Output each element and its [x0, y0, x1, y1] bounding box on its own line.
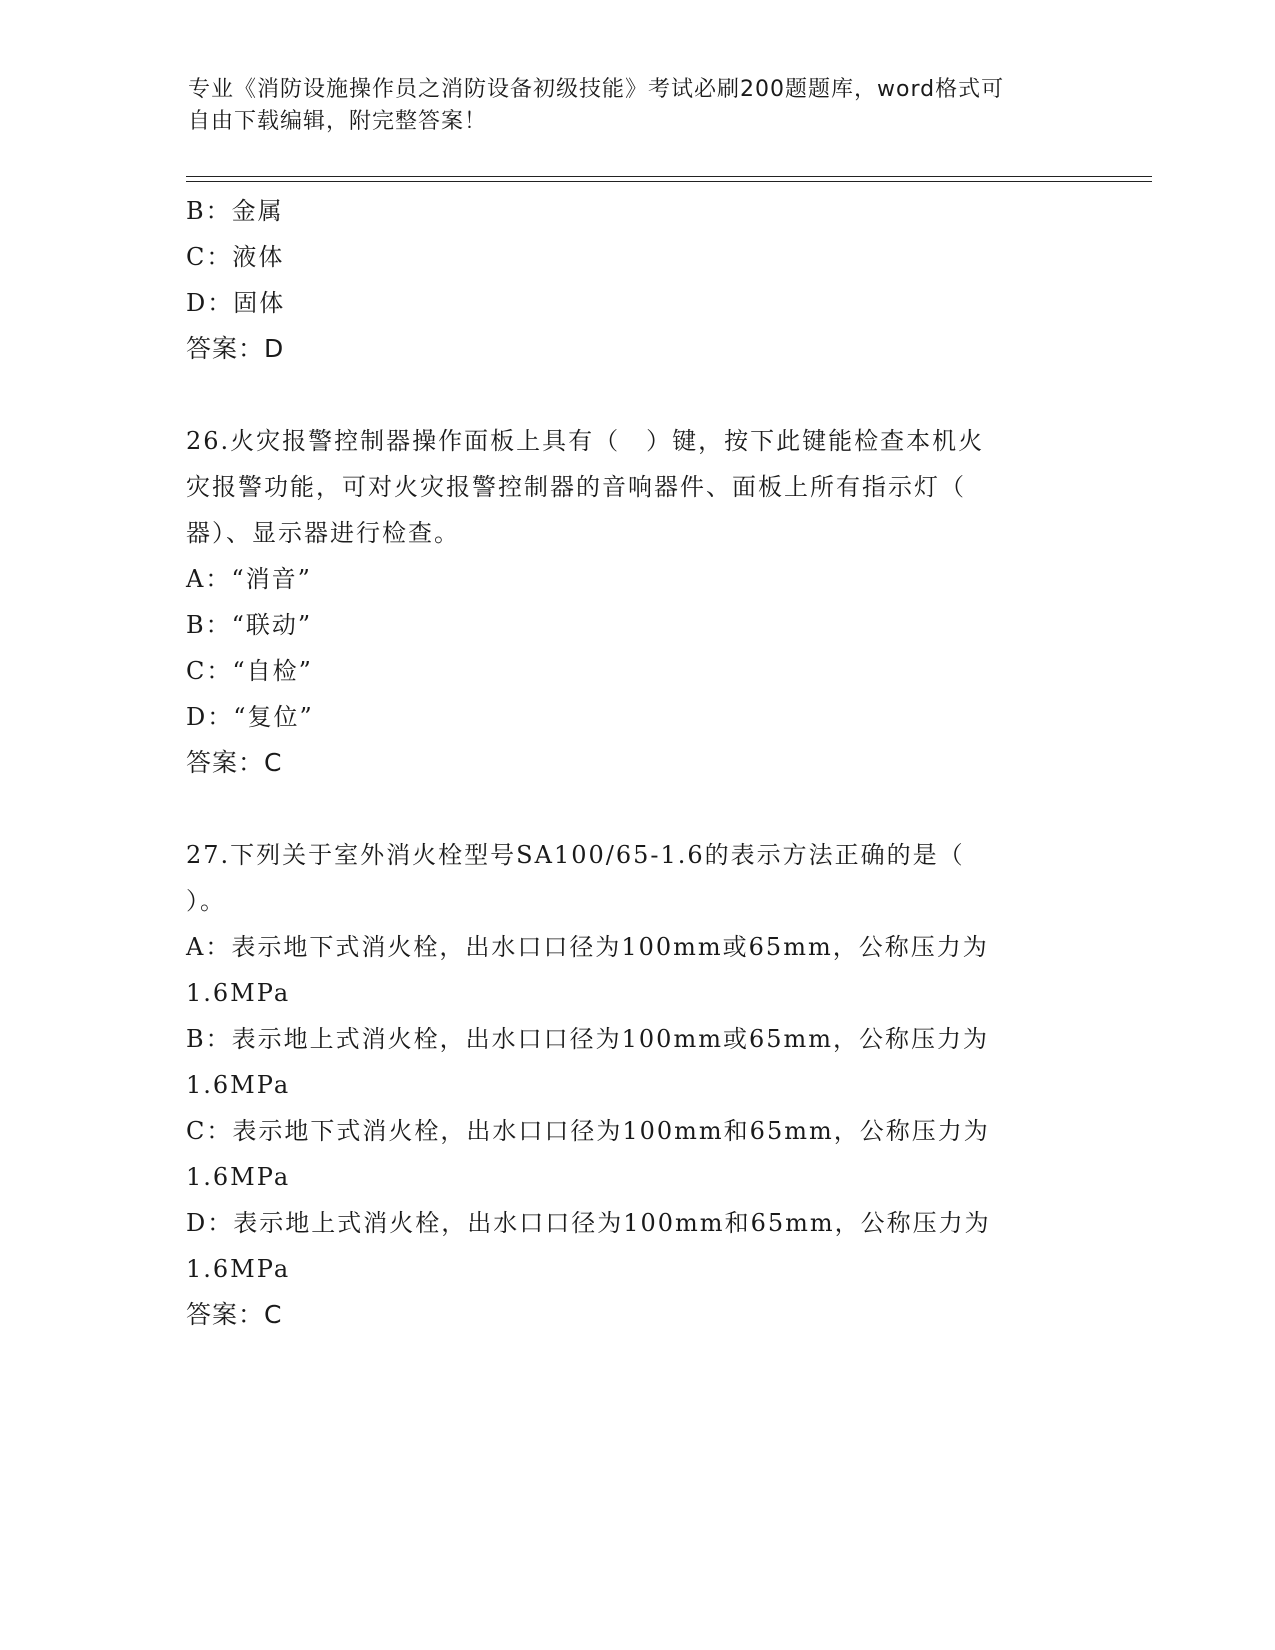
q27-stem-line2: ）。: [186, 887, 226, 915]
q26-stem-line2: 灾报警功能，可对火灾报警控制器的音响器件、面板上所有指示灯（: [186, 473, 966, 501]
q26-option-b: B：“联动”: [186, 611, 313, 639]
question-25-tail: [186, 188, 1086, 372]
q27-option-d-line2: 1.6MPa: [186, 1255, 291, 1283]
question-content: [186, 188, 1086, 1338]
q26-option-d: D：“复位”: [186, 703, 314, 731]
q26-option-c: C：“自检”: [186, 657, 313, 685]
document-header: [188, 74, 1068, 138]
q25-option-b: B：金属: [186, 197, 284, 225]
header-title-line1: 专业《消防设施操作员之消防设备初级技能》考试必刷200题题库，word格式可: [188, 77, 1005, 102]
q27-option-c-line2: 1.6MPa: [186, 1163, 291, 1191]
q25-option-c: C：液体: [186, 243, 285, 271]
q27-option-a-line1: A：表示地下式消火栓，出水口口径为100mm或65mm，公称压力为: [186, 933, 989, 961]
q27-option-b-line2: 1.6MPa: [186, 1071, 291, 1099]
spacer: [186, 786, 1086, 832]
header-divider-top: [186, 176, 1152, 177]
q27-option-a-line2: 1.6MPa: [186, 979, 291, 1007]
q26-answer: 答案：C: [186, 748, 283, 777]
q26-stem-line3: 器）、显示器进行检查。: [186, 519, 460, 547]
q27-option-d-line1: D：表示地上式消火栓，出水口口径为100mm和65mm，公称压力为: [186, 1209, 991, 1237]
q27-option-b-line1: B：表示地上式消火栓，出水口口径为100mm或65mm，公称压力为: [186, 1025, 990, 1053]
q27-stem-line1: 27.下列关于室外消火栓型号SA100/65-1.6的表示方法正确的是（: [186, 841, 965, 869]
header-divider-bottom: [186, 181, 1152, 182]
question-27: [186, 832, 1086, 1338]
header-title-line2: 自由下载编辑，附完整答案！: [188, 109, 488, 134]
q27-answer: 答案：C: [186, 1300, 283, 1329]
spacer: [186, 372, 1086, 418]
q25-answer: 答案：D: [186, 334, 285, 363]
q25-option-d: D：固体: [186, 289, 286, 317]
q27-option-c-line1: C：表示地下式消火栓，出水口口径为100mm和65mm，公称压力为: [186, 1117, 990, 1145]
q26-option-a: A：“消音”: [186, 565, 312, 593]
question-26: [186, 418, 1086, 786]
q26-stem-line1: 26.火灾报警控制器操作面板上具有（ ）键，按下此键能检查本机火: [186, 427, 985, 455]
